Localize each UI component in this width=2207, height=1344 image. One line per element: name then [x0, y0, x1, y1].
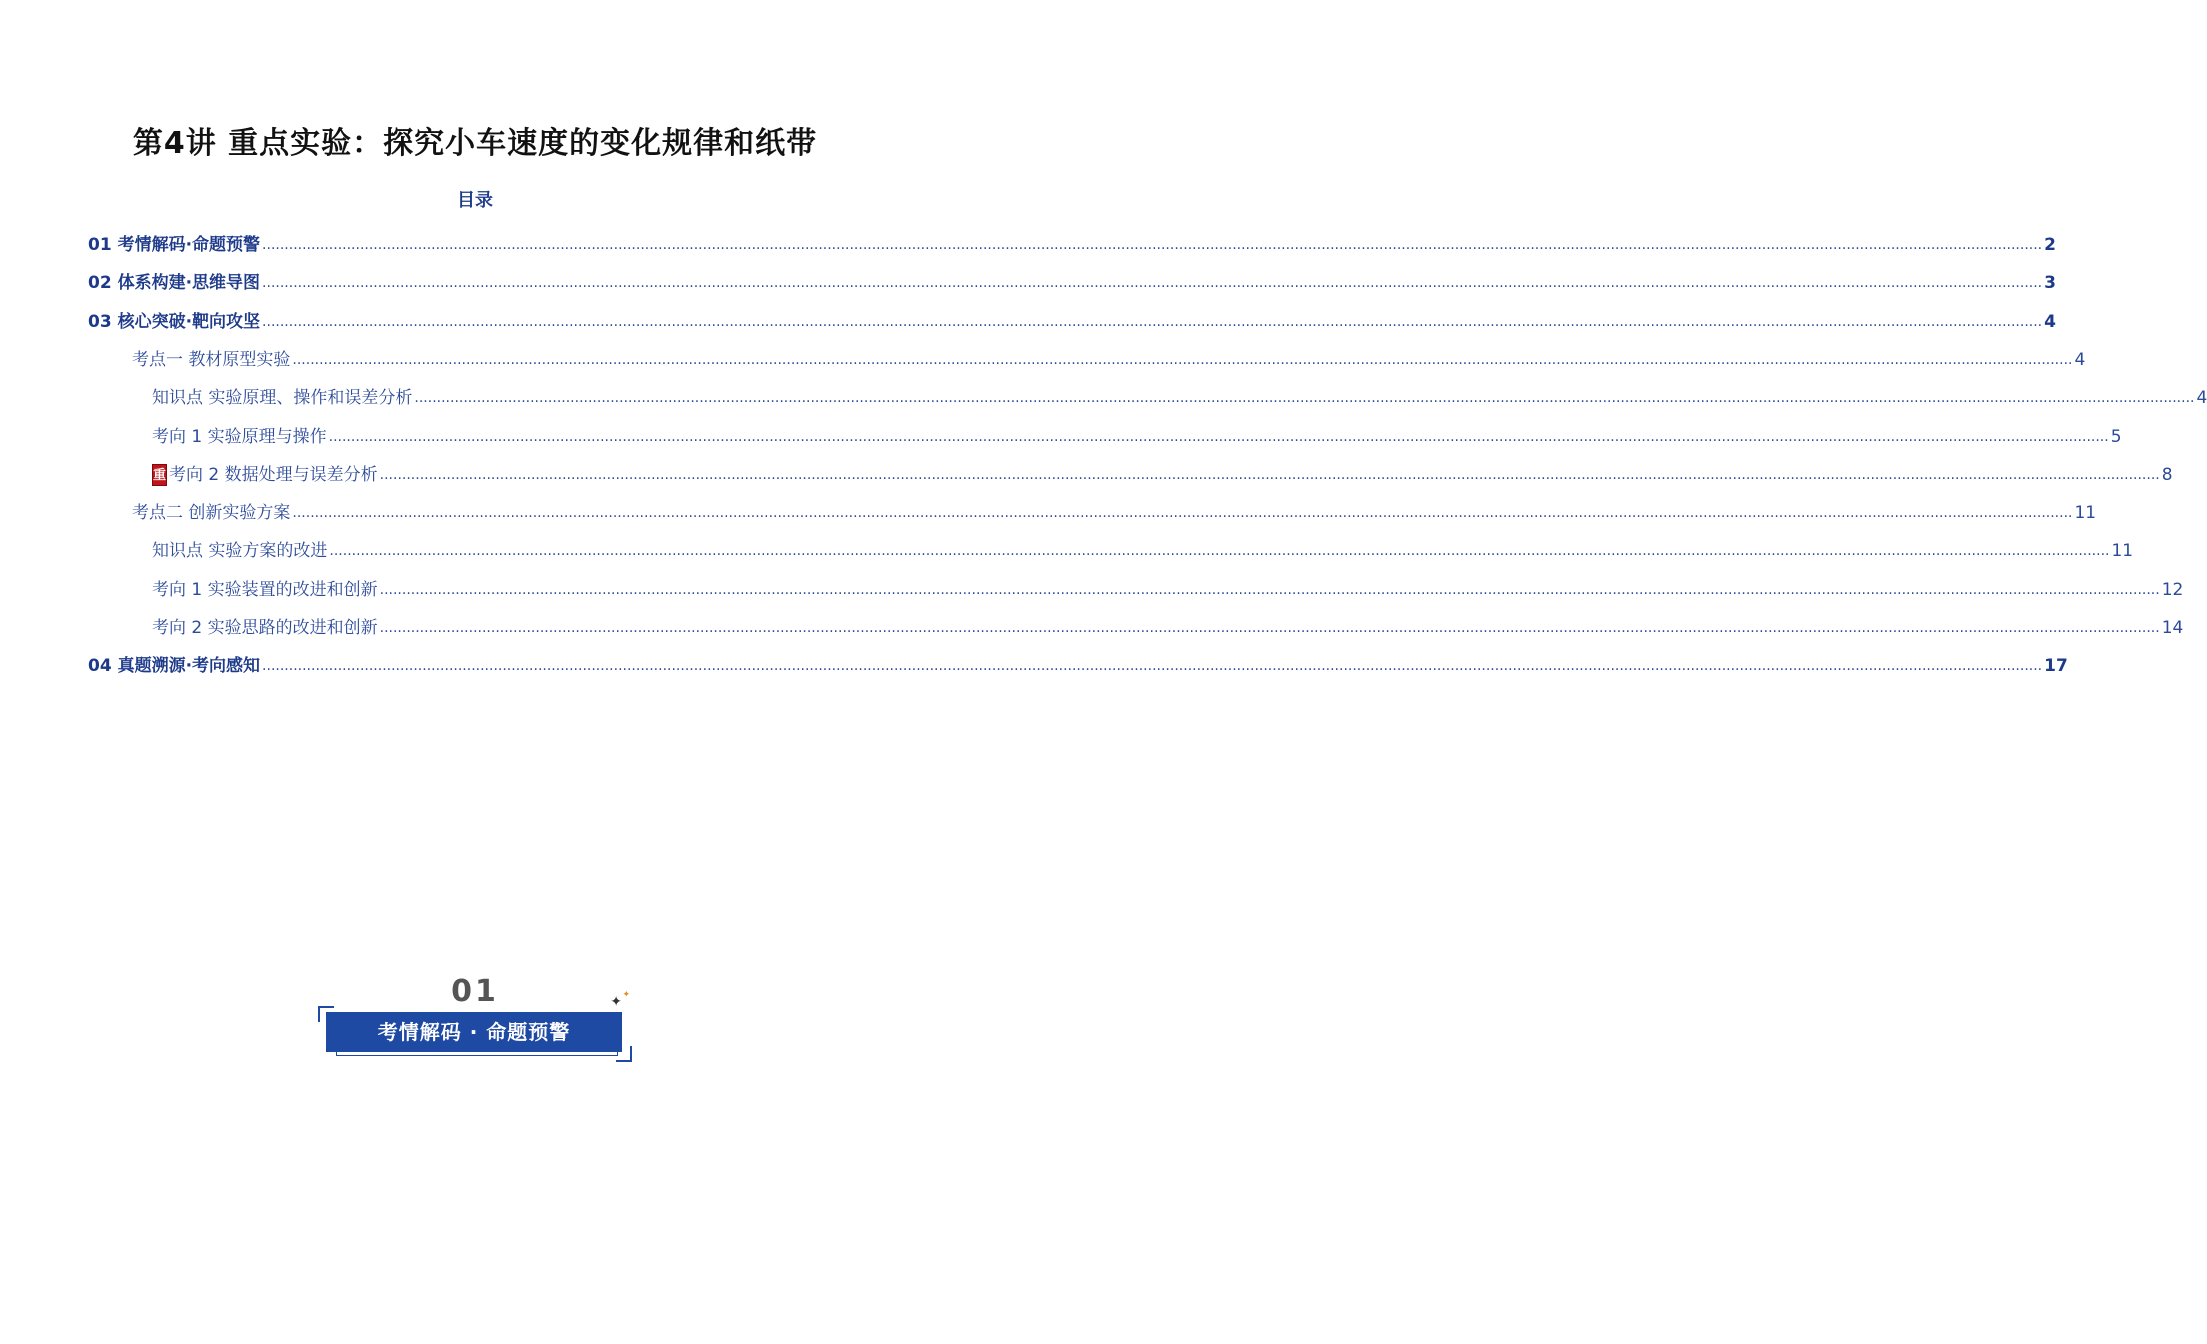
banner-label: 考情解码 · 命题预警: [326, 1012, 622, 1052]
toc-leader-dots: ................................................................................................................................................................................................................................................................................................................................................................................................................: [379, 466, 2160, 483]
key-point-badge-icon: 重: [152, 464, 167, 486]
toc-leader-dots: ................................................................................................................................................................................................................................................................................................................................................................................................................: [262, 658, 2043, 675]
toc-entry[interactable]: [152, 418, 2122, 448]
sparkle-icon: ✦: [622, 990, 630, 1000]
sparkle-icon: ✦: [610, 994, 622, 1010]
toc-entry[interactable]: [152, 379, 2207, 409]
toc-entry-label: 03 核心突破·靶向攻坚: [88, 311, 261, 332]
toc-entry[interactable]: [132, 341, 2086, 371]
toc-entry-label: 知识点 实验原理、操作和误差分析: [152, 388, 413, 409]
toc-entry-page: 5: [2110, 426, 2122, 447]
toc-entry[interactable]: [152, 571, 2184, 601]
toc-leader-dots: ................................................................................................................................................................................................................................................................................................................................................................................................................: [262, 237, 2043, 253]
toc-entry-page: 11: [2111, 541, 2134, 562]
toc-leader-dots: ................................................................................................................................................................................................................................................................................................................................................................................................................: [379, 620, 2160, 636]
toc-entry[interactable]: [88, 647, 2068, 677]
toc-entry-label: 01 考情解码·命题预警: [88, 235, 261, 255]
toc-entry[interactable]: [88, 264, 2056, 294]
toc-entry-label: 考点二 创新实验方案: [132, 503, 291, 524]
toc-leader-dots: ................................................................................................................................................................................................................................................................................................................................................................................................................: [379, 581, 2160, 598]
toc-entry-label: 考向 1 实验装置的改进和创新: [152, 579, 378, 600]
toc-entry-label: 考向 2 数据处理与误差分析: [169, 464, 378, 485]
toc-entry-page: 2: [2044, 235, 2056, 255]
toc-entry[interactable]: [88, 226, 2056, 256]
toc-entry-page: 4: [2196, 388, 2207, 409]
toc-entry[interactable]: [152, 609, 2184, 639]
toc-entry-label: 考向 1 实验原理与操作: [152, 426, 327, 447]
toc-entry-label: 02 体系构建·思维导图: [88, 273, 261, 294]
toc-leader-dots: ................................................................................................................................................................................................................................................................................................................................................................................................................: [414, 390, 2195, 407]
toc-entry-label: 考向 2 实验思路的改进和创新: [152, 618, 378, 638]
toc-entry-page: 12: [2161, 579, 2184, 600]
toc-leader-dots: ................................................................................................................................................................................................................................................................................................................................................................................................................: [329, 543, 2110, 560]
toc-leader-dots: ................................................................................................................................................................................................................................................................................................................................................................................................................: [262, 313, 2043, 330]
toc-entry-page: 4: [2074, 349, 2086, 370]
toc-entry[interactable]: [152, 532, 2134, 562]
toc-entry[interactable]: [152, 456, 2173, 486]
toc-entry-label: 04 真题溯源·考向感知: [88, 656, 261, 677]
toc-leader-dots: ................................................................................................................................................................................................................................................................................................................................................................................................................: [292, 351, 2073, 368]
toc-entry-page: 8: [2161, 464, 2173, 485]
toc-leader-dots: ................................................................................................................................................................................................................................................................................................................................................................................................................: [328, 428, 2109, 445]
toc-entry-label: 考点一 教材原型实验: [132, 349, 291, 370]
toc-leader-dots: ................................................................................................................................................................................................................................................................................................................................................................................................................: [292, 505, 2073, 522]
toc-entry[interactable]: [132, 494, 2097, 524]
toc-entry-label: 知识点 实验方案的改进: [152, 541, 328, 562]
toc-entry-page: 3: [2044, 273, 2056, 294]
toc-entry-page: 17: [2044, 656, 2068, 677]
toc-heading: 目录: [457, 190, 493, 211]
section-number: 01: [451, 974, 499, 1009]
page-title: 第4讲 重点实验：探究小车速度的变化规律和纸带: [132, 126, 818, 161]
toc-leader-dots: ................................................................................................................................................................................................................................................................................................................................................................................................................: [262, 275, 2043, 292]
toc-entry[interactable]: [88, 303, 2056, 333]
toc-entry-page: 14: [2161, 618, 2184, 638]
toc-entry-page: 11: [2074, 503, 2097, 524]
toc-entry-page: 4: [2044, 311, 2056, 332]
